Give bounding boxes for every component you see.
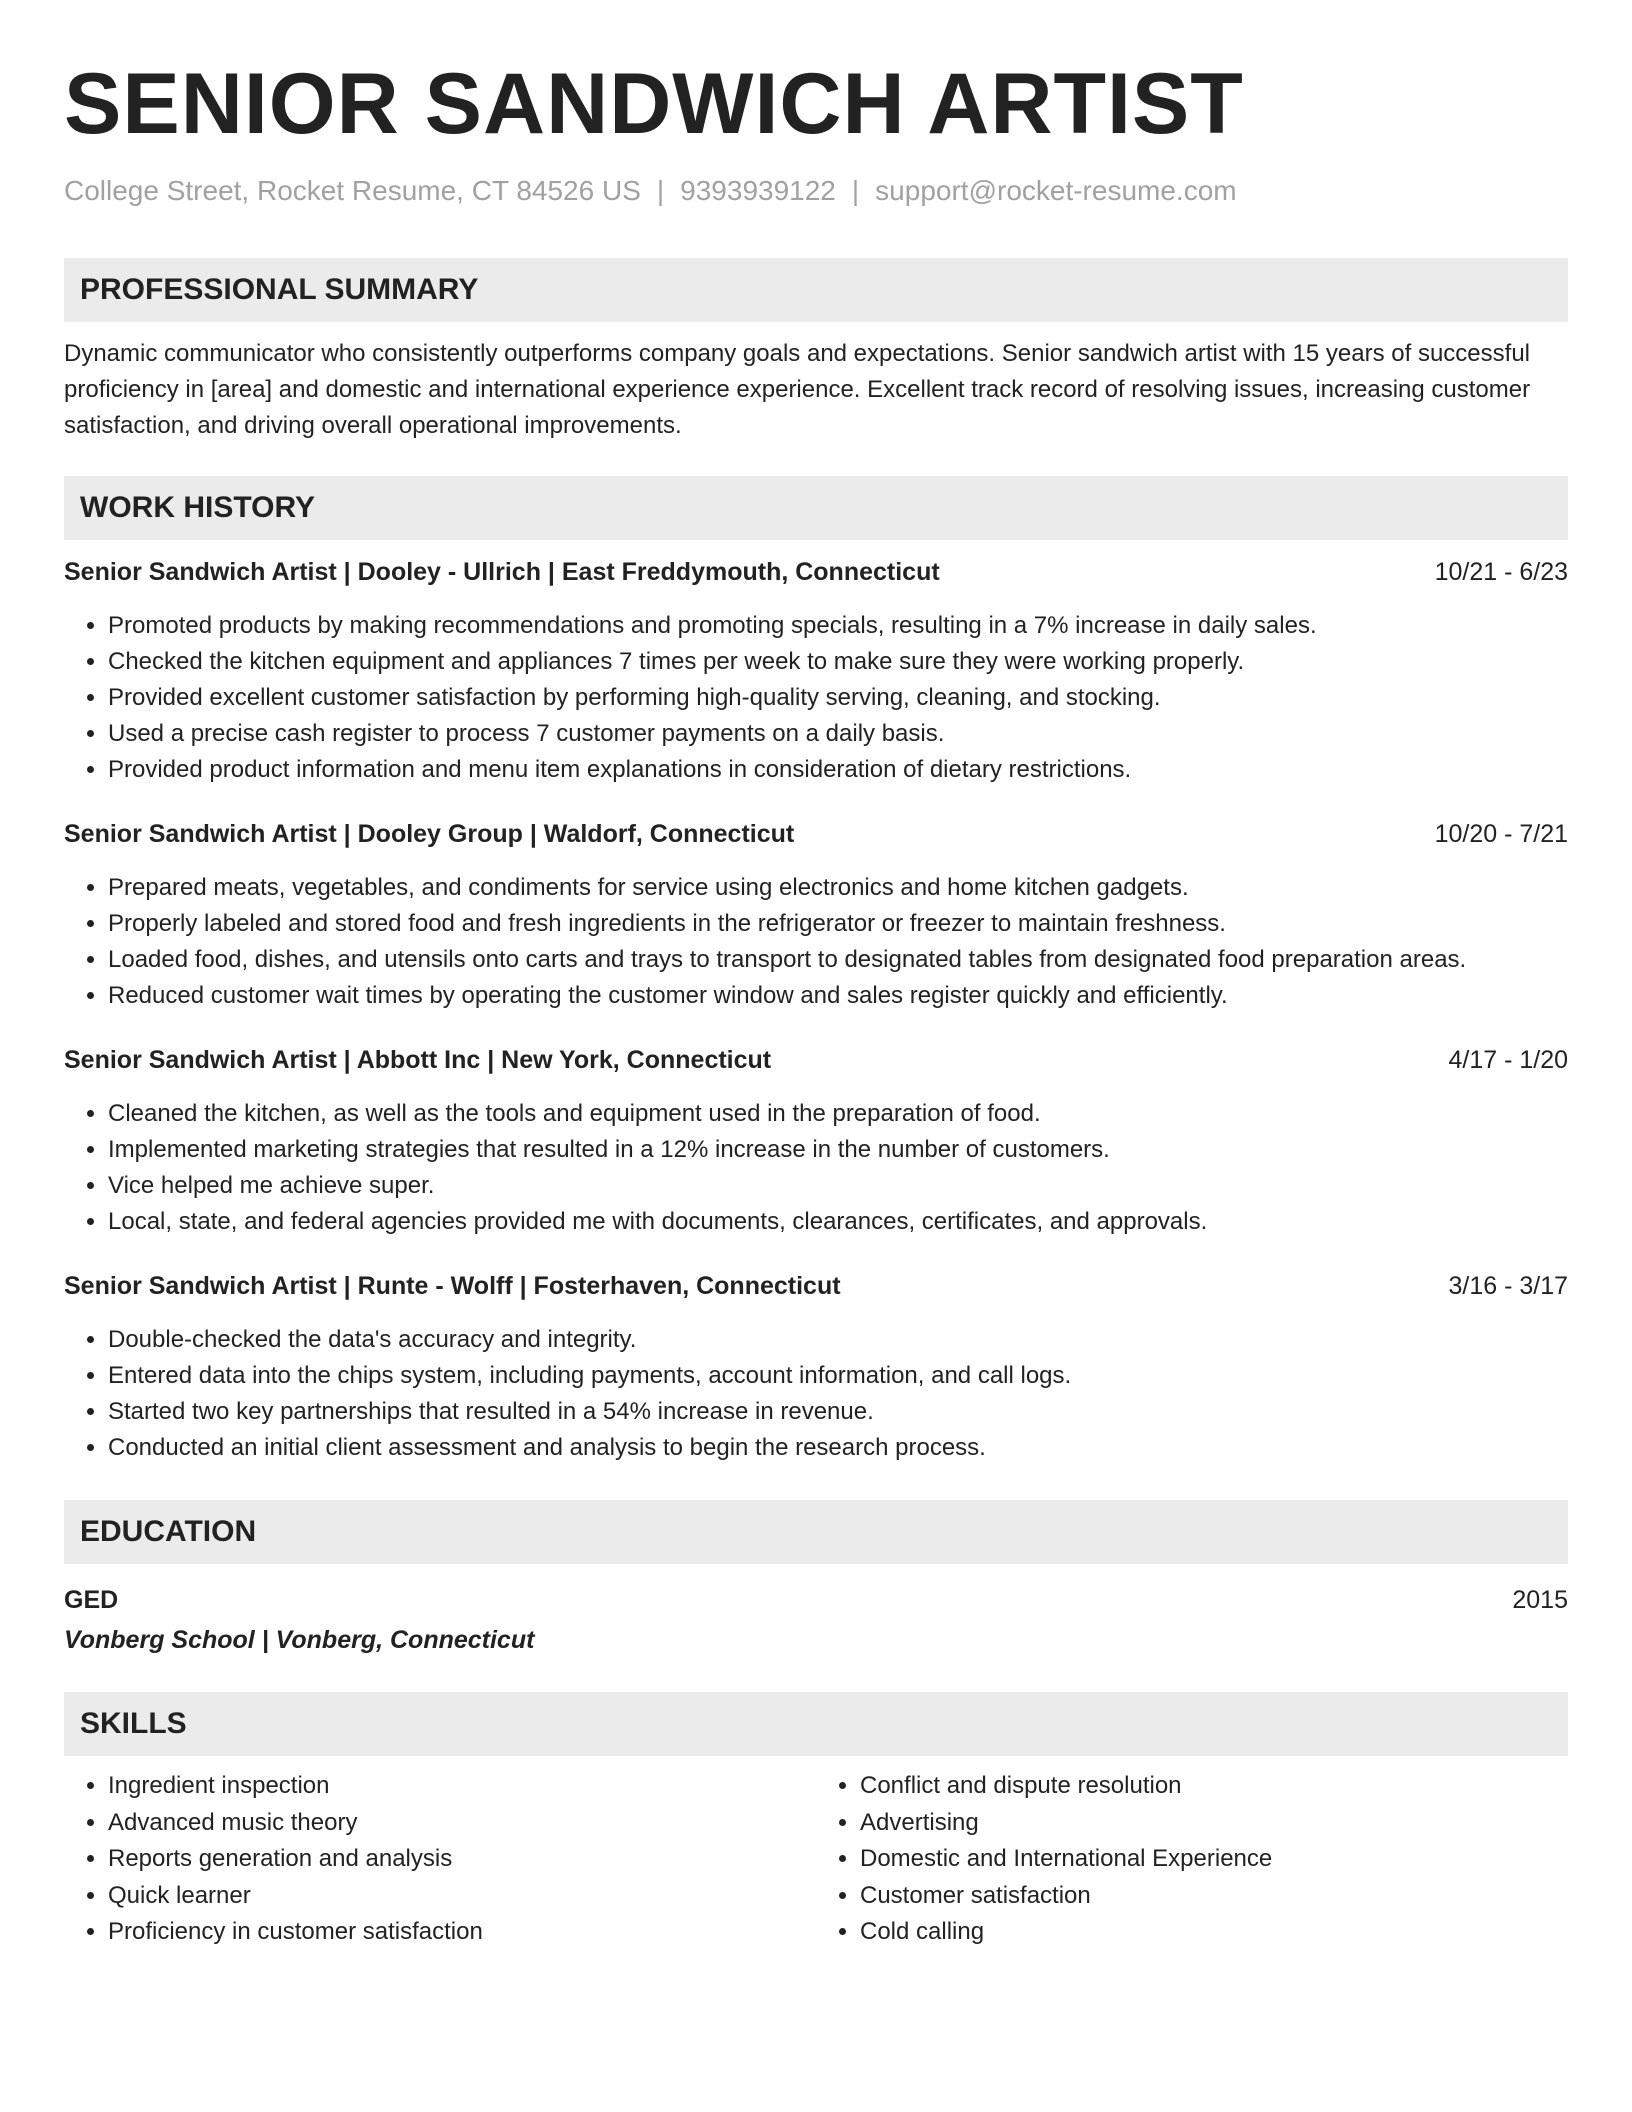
summary-text: Dynamic communicator who consistently outperforms company goals and expectations. Senior sandwich artist with 15 years of successful proficiency in [area] and domestic and international experience experience. Excellent track record of resolving issues, increasing customer satisfaction, and driving overall operational improvements.: [64, 340, 1531, 439]
job-bullets: [64, 1096, 1568, 1240]
education-degree: GED: [64, 1586, 119, 1614]
job-entry: [64, 816, 1568, 1014]
skill-item: • Domestic and International Experience: [860, 1841, 1568, 1878]
skill-item: • Proficiency in customer satisfaction: [108, 1914, 816, 1951]
job-dates: 3/16 - 3/17: [1448, 1272, 1568, 1300]
section-heading-work-history: WORK HISTORY: [64, 476, 1568, 540]
contact-email: support@rocket-resume.com: [875, 175, 1237, 206]
skills-column-right: [816, 1768, 1568, 1951]
job-bullet: • Vice helped me achieve super.: [108, 1168, 1568, 1204]
job-header: [64, 816, 1568, 852]
section-heading-education: EDUCATION: [64, 1500, 1568, 1564]
job-entry: [64, 554, 1568, 788]
skill-item: • Advertising: [860, 1805, 1568, 1842]
section-heading-summary: PROFESSIONAL SUMMARY: [64, 258, 1568, 322]
resume-name: SENIOR SANDWICH ARTIST: [64, 56, 1244, 152]
contact-line: [64, 174, 1568, 208]
job-bullet: • Used a precise cash register to process 7 customer payments on a daily basis.: [108, 716, 1568, 752]
job-bullets: [64, 608, 1568, 788]
job-bullet: • Promoted products by making recommendations and promoting specials, resulting in a 7% increase in daily sales.: [108, 608, 1568, 644]
job-bullet: • Checked the kitchen equipment and appliances 7 times per week to make sure they were working properly.: [108, 644, 1568, 680]
skill-item: • Quick learner: [108, 1878, 816, 1915]
job-bullet: • Started two key partnerships that resulted in a 54% increase in revenue.: [108, 1394, 1568, 1430]
job-dates: 10/20 - 7/21: [1434, 820, 1568, 848]
job-bullet: • Properly labeled and stored food and fresh ingredients in the refrigerator or freezer to maintain freshness.: [108, 906, 1568, 942]
job-entry: [64, 1268, 1568, 1466]
skills-list: [64, 1768, 1568, 1951]
job-bullets: [64, 1322, 1568, 1466]
job-bullet: • Implemented marketing strategies that resulted in a 12% increase in the number of customers.: [108, 1132, 1568, 1168]
skills-column-left: [64, 1768, 816, 1951]
skill-item: • Reports generation and analysis: [108, 1841, 816, 1878]
contact-address: College Street, Rocket Resume, CT 84526 US: [64, 175, 641, 206]
job-bullet: • Cleaned the kitchen, as well as the tools and equipment used in the preparation of food.: [108, 1096, 1568, 1132]
job-title: Senior Sandwich Artist | Dooley Group | Waldorf, Connecticut: [64, 820, 795, 848]
contact-separator: |: [656, 175, 665, 206]
job-bullets: [64, 870, 1568, 1014]
education-school: Vonberg School | Vonberg, Connecticut: [64, 1626, 535, 1654]
job-title: Senior Sandwich Artist | Dooley - Ullrich | East Freddymouth, Connecticut: [64, 558, 940, 586]
job-bullet: • Local, state, and federal agencies provided me with documents, clearances, certificates, and approvals.: [108, 1204, 1568, 1240]
section-heading-skills: SKILLS: [64, 1692, 1568, 1756]
job-dates: 4/17 - 1/20: [1448, 1046, 1568, 1074]
job-title: Senior Sandwich Artist | Runte - Wolff | Fosterhaven, Connecticut: [64, 1272, 841, 1300]
job-entry: [64, 1042, 1568, 1240]
skill-item: • Ingredient inspection: [108, 1768, 816, 1805]
skill-item: • Advanced music theory: [108, 1805, 816, 1842]
job-header: [64, 554, 1568, 590]
job-bullet: • Provided product information and menu item explanations in consideration of dietary restrictions.: [108, 752, 1568, 788]
education-year: 2015: [1512, 1586, 1568, 1614]
job-dates: 10/21 - 6/23: [1434, 558, 1568, 586]
job-bullet: • Conducted an initial client assessment and analysis to begin the research process.: [108, 1430, 1568, 1466]
job-bullet: • Loaded food, dishes, and utensils onto carts and trays to transport to designated tables from designated food preparation areas.: [108, 942, 1568, 978]
job-header: [64, 1042, 1568, 1078]
job-bullet: • Prepared meats, vegetables, and condiments for service using electronics and home kitchen gadgets.: [108, 870, 1568, 906]
skill-item: • Customer satisfaction: [860, 1878, 1568, 1915]
contact-phone: 9393939122: [680, 175, 836, 206]
job-bullet: • Double-checked the data's accuracy and integrity.: [108, 1322, 1568, 1358]
education-header: [64, 1582, 1568, 1618]
job-bullet: • Reduced customer wait times by operating the customer window and sales register quickly and efficiently.: [108, 978, 1568, 1014]
job-bullet: • Entered data into the chips system, including payments, account information, and call logs.: [108, 1358, 1568, 1394]
job-header: [64, 1268, 1568, 1304]
skill-item: • Conflict and dispute resolution: [860, 1768, 1568, 1805]
job-title: Senior Sandwich Artist | Abbott Inc | New York, Connecticut: [64, 1046, 772, 1074]
contact-separator: |: [851, 175, 860, 206]
job-bullet: • Provided excellent customer satisfaction by performing high-quality serving, cleaning, and stocking.: [108, 680, 1568, 716]
skill-item: • Cold calling: [860, 1914, 1568, 1951]
